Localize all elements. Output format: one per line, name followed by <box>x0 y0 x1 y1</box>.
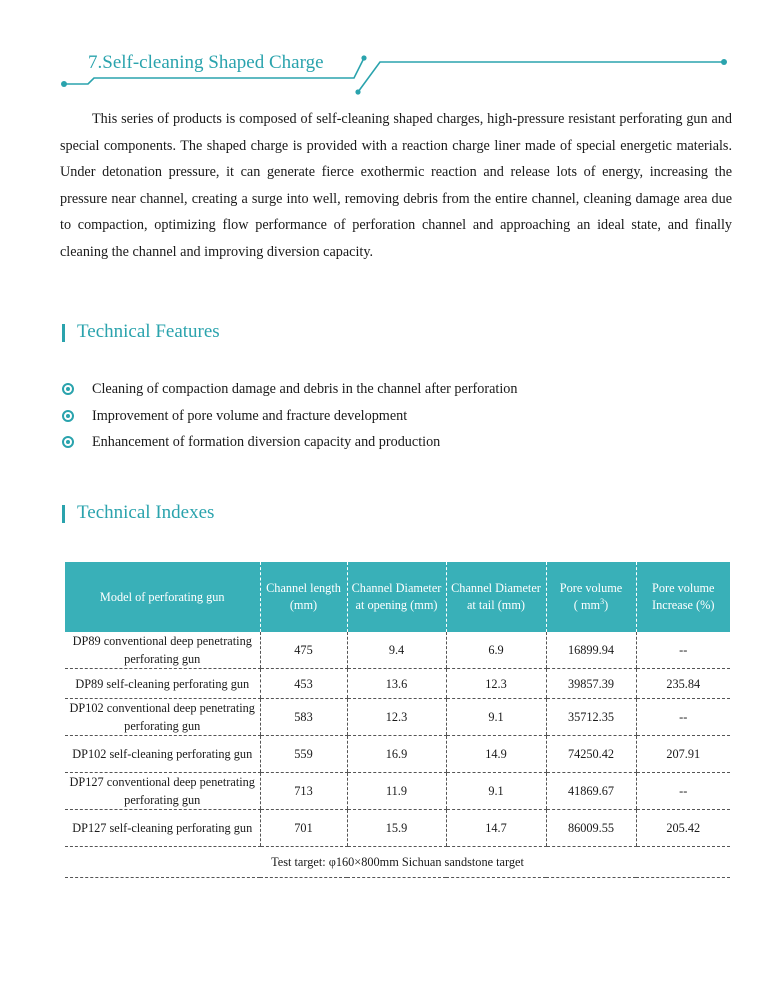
table-row <box>65 736 730 773</box>
feature-text: Enhancement of formation diversion capacity and production <box>92 434 441 450</box>
cell-pore-volume: 35712.35 <box>546 699 636 736</box>
features-title: Technical Features <box>77 321 220 342</box>
feature-item <box>62 431 517 458</box>
section-title: 7.Self-cleaning Shaped Charge <box>88 52 324 73</box>
cell-model: DP89 conventional deep penetrating perforating gun <box>65 632 260 669</box>
cell-model: DP127 self-cleaning perforating gun <box>65 810 260 847</box>
features-list <box>62 378 517 458</box>
header-diameter-opening: Channel Diameter at opening (mm) <box>347 562 446 632</box>
circle-bullet-icon <box>62 436 74 448</box>
cell-pore-increase: 235.84 <box>636 669 730 699</box>
heading-bar <box>62 324 65 342</box>
cell-length: 583 <box>260 699 347 736</box>
cell-pore-volume: 39857.39 <box>546 669 636 699</box>
cell-length: 453 <box>260 669 347 699</box>
cell-diameter-opening: 16.9 <box>347 736 446 773</box>
cell-pore-increase: 205.42 <box>636 810 730 847</box>
cell-length: 559 <box>260 736 347 773</box>
header-model: Model of perforating gun <box>65 562 260 632</box>
table-row <box>65 632 730 669</box>
header-pore-volume <box>546 562 636 632</box>
feature-item <box>62 378 517 405</box>
cell-diameter-tail: 12.3 <box>446 669 546 699</box>
cell-pore-volume: 74250.42 <box>546 736 636 773</box>
cell-model: DP102 self-cleaning perforating gun <box>65 736 260 773</box>
cell-pore-increase: 207.91 <box>636 736 730 773</box>
indexes-title: Technical Indexes <box>77 502 215 523</box>
cell-diameter-opening: 15.9 <box>347 810 446 847</box>
cell-pore-volume: 41869.67 <box>546 773 636 810</box>
cell-diameter-opening: 12.3 <box>347 699 446 736</box>
cell-length: 475 <box>260 632 347 669</box>
header-diameter-tail: Channel Diameter at tail (mm) <box>446 562 546 632</box>
table-row <box>65 810 730 847</box>
indexes-table <box>65 562 730 878</box>
header-pore-increase: Pore volume Increase (%) <box>636 562 730 632</box>
cell-diameter-tail: 14.7 <box>446 810 546 847</box>
cell-pore-volume: 16899.94 <box>546 632 636 669</box>
table-header-row <box>65 562 730 632</box>
cell-diameter-tail: 9.1 <box>446 699 546 736</box>
circle-bullet-icon <box>62 410 74 422</box>
feature-item <box>62 405 517 432</box>
cell-pore-increase: -- <box>636 699 730 736</box>
cell-diameter-tail: 9.1 <box>446 773 546 810</box>
pore-volume-label: Pore volume <box>559 581 623 595</box>
cell-diameter-opening: 13.6 <box>347 669 446 699</box>
cell-pore-increase: -- <box>636 773 730 810</box>
cell-model: DP89 self-cleaning perforating gun <box>65 669 260 699</box>
table-row <box>65 773 730 810</box>
cell-diameter-tail: 14.9 <box>446 736 546 773</box>
cell-diameter-opening: 11.9 <box>347 773 446 810</box>
cell-model: DP102 conventional deep penetrating perforating gun <box>65 699 260 736</box>
table-row <box>65 669 730 699</box>
cell-pore-increase: -- <box>636 632 730 669</box>
cell-diameter-opening: 9.4 <box>347 632 446 669</box>
cell-model: DP127 conventional deep penetrating perforating gun <box>65 773 260 810</box>
cell-pore-volume: 86009.55 <box>546 810 636 847</box>
feature-text: Cleaning of compaction damage and debris in the channel after perforation <box>92 381 518 397</box>
table-footer-row <box>65 847 730 878</box>
heading-bar <box>62 505 65 523</box>
circle-bullet-icon <box>62 383 74 395</box>
cell-length: 701 <box>260 810 347 847</box>
test-target-note: Test target: φ160×800mm Sichuan sandstone target <box>65 847 730 878</box>
pore-volume-unit: ( $mm^3$) <box>573 596 609 612</box>
table-row <box>65 699 730 736</box>
cell-diameter-tail: 6.9 <box>446 632 546 669</box>
section-heading <box>58 46 738 96</box>
intro-paragraph: This series of products is composed of self-cleaning shaped charges, high-pressure resistant perforating gun and special components. The shaped charge is provided with a reaction charge liner made of special energetic materials. Under detonation pressure, it can generate fierce exothermic reaction and release lots of energy, increasing the pressure near channel, creating a surge into well, removing debris from the entire channel, cleaning damage area due to compaction, optimizing flow performance of perforation channel and approaching an ideal state, and finally cleaning the channel and improving diversion capacity. <box>60 111 732 260</box>
header-channel-length: Channel length (mm) <box>260 562 347 632</box>
feature-text: Improvement of pore volume and fracture development <box>92 407 408 424</box>
cell-length: 713 <box>260 773 347 810</box>
